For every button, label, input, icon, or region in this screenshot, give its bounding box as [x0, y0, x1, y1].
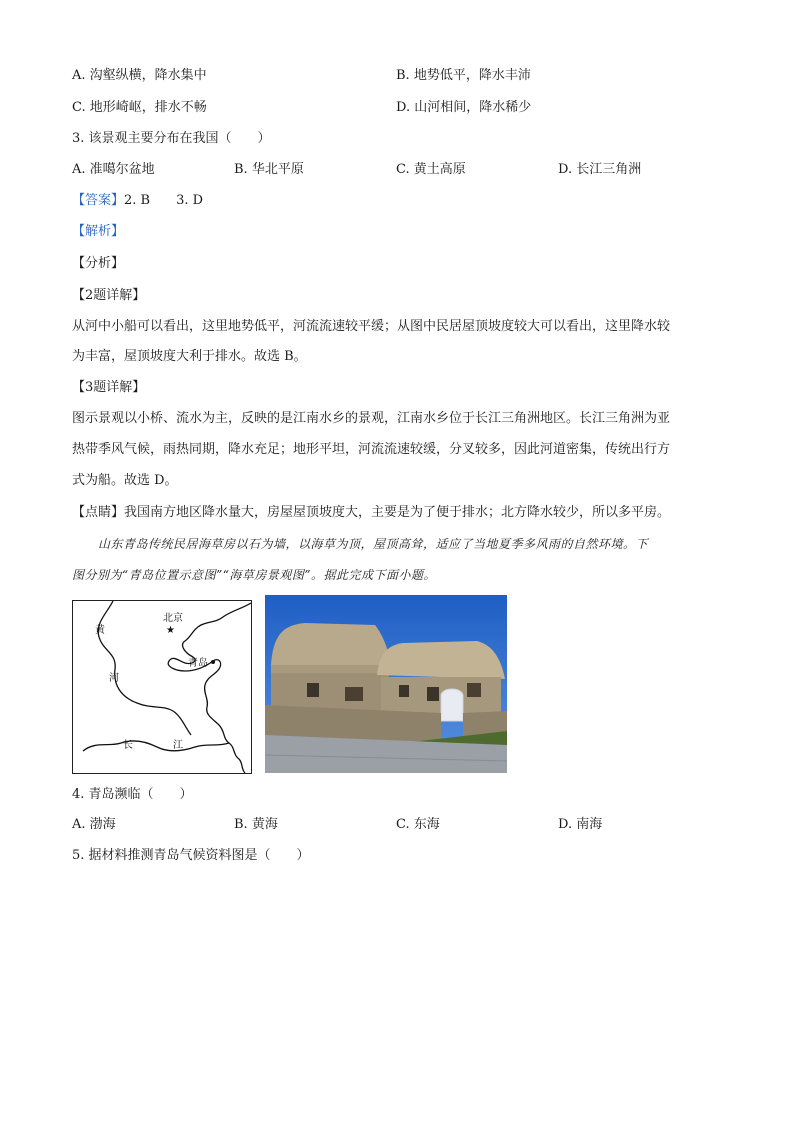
q2-detail-line-1: 从河中小船可以看出，这里地势低平，河流流速较平缓；从图中民居屋顶坡度较大可以看出，这里降水较 [72, 319, 671, 334]
q2-option-a: A. 沟壑纵横，降水集中 [72, 68, 207, 83]
label-beijing: 北京 [163, 613, 183, 624]
map-svg [73, 601, 251, 773]
q3-detail-line-1: 图示景观以小桥、流水为主，反映的是江南水乡的景观，江南水乡位于长江三角洲地区。长江三角洲为亚 [72, 411, 671, 426]
label-chang: 长 [123, 740, 133, 751]
dianjing [72, 503, 670, 523]
q2-detail-label: 【2题详解】 [72, 288, 146, 303]
q4-option-b: B. 黄海 [234, 817, 278, 832]
q3-option-c: C. 黄土高原 [396, 162, 466, 177]
label-jiang: 江 [173, 740, 183, 751]
label-huang: 黄 [95, 625, 105, 636]
q3-detail-line-2: 热带季风气候，雨热同期，降水充足；地形平坦，河流流速较缓，分叉较多，因此河道密集，传统出行方 [72, 442, 671, 457]
q2-option-c: C. 地形崎岖，排水不畅 [72, 100, 207, 115]
dianjing-text: 我国南方地区降水量大，房屋屋顶坡度大，主要是为了便于排水；北方降水较少，所以多平房。 [124, 505, 671, 520]
material-line-1: 山东青岛传统民居海草房以石为墙，以海草为顶，屋顶高耸，适应了当地夏季多风雨的自然环境。下 [98, 537, 649, 551]
q4-option-a: A. 渤海 [72, 817, 116, 832]
answer-label: 【答案】 [72, 193, 125, 208]
q3-option-a: A. 准噶尔盆地 [72, 162, 155, 177]
q4-option-d: D. 南海 [558, 817, 603, 832]
q3-option-d: D. 长江三角洲 [558, 162, 642, 177]
material-line-2: 图分别为“青岛位置示意图”“海草房景观图”。据此完成下面小题。 [72, 568, 437, 582]
q2-option-d: D. 山河相间，降水稀少 [396, 100, 532, 115]
qingdao-location-map [72, 600, 252, 774]
q3-stem: 3. 该景观主要分布在我国（ ） [72, 131, 271, 146]
q3-detail-line-3: 式为船。故选 D。 [72, 473, 178, 488]
answer [72, 191, 203, 211]
q2-detail-line-2: 为丰富，屋顶坡度大利于排水。故选 B。 [72, 349, 307, 364]
jiexi-label: 【解析】 [72, 224, 125, 239]
yangtze-river-line [83, 741, 229, 751]
answer-text: 2. B 3. D [124, 193, 204, 208]
q4-option-c: C. 东海 [396, 817, 440, 832]
fenxi-label: 【分析】 [72, 256, 125, 271]
label-he: 河 [109, 673, 119, 684]
q4-stem: 4. 青岛濒临（ ） [72, 787, 193, 802]
q3-option-b: B. 华北平原 [234, 162, 304, 177]
q5-stem: 5. 据材料推测青岛气候资料图是（ ） [72, 848, 310, 863]
q2-option-b: B. 地势低平，降水丰沛 [396, 68, 531, 83]
dianjing-label: 【点睛】 [72, 505, 125, 520]
photo-svg [265, 595, 507, 773]
label-qingdao: 青岛 [188, 658, 208, 669]
seaweed-house-photo [265, 595, 507, 773]
q3-detail-label: 【3题详解】 [72, 380, 146, 395]
qingdao-dot [211, 660, 215, 664]
star-icon: ★ [166, 625, 175, 636]
